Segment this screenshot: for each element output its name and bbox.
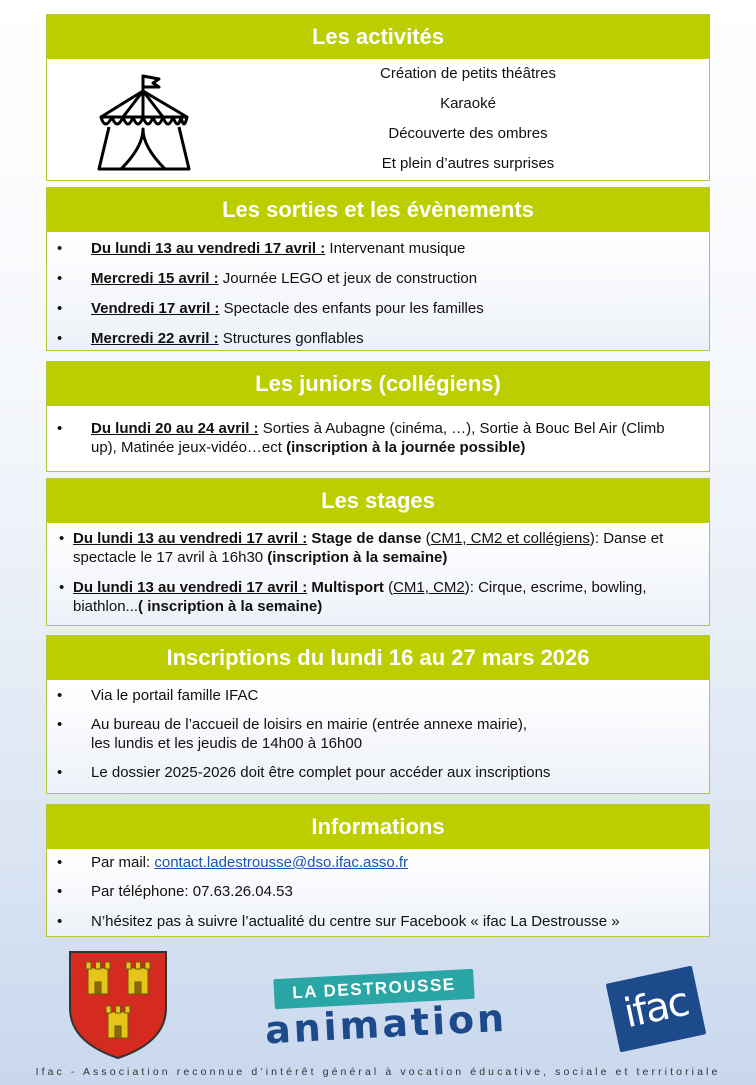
inscription-item: • Le dossier 2025-2026 doit être complet pour accéder aux inscriptions — [47, 763, 709, 782]
event-item: • Mercredi 22 avril : Structures gonflables — [47, 324, 709, 354]
informations-list — [47, 849, 709, 936]
stages-section — [46, 478, 710, 626]
activities-section — [46, 14, 710, 181]
inscriptions-title: Inscriptions du lundi 16 au 27 mars 2026 — [47, 636, 709, 680]
activity-item: Découverte des ombres — [388, 125, 548, 142]
juniors-title: Les juniors (collégiens) — [47, 362, 709, 406]
inscription-item: • Au bureau de l’accueil de loisirs en mairie (entrée annexe mairie), les lundis et les jeudis de 14h00 à 16h00 — [47, 715, 709, 753]
circus-tent-icon — [95, 73, 195, 173]
stage-item: • Du lundi 13 au vendredi 17 avril : Multisport (CM1, CM2): Cirque, escrime, bowling, biathlon...( inscription à la semaine) — [47, 578, 691, 616]
ifac-logo — [606, 966, 707, 1053]
inscriptions-section — [46, 635, 710, 794]
events-list — [47, 232, 709, 350]
activity-item: Et plein d’autres surprises — [381, 155, 555, 172]
footer-text: Ifac - Association reconnue d’intérêt général à vocation éducative, sociale et territoriale — [35, 1066, 721, 1078]
info-facebook: • N’hésitez pas à suivre l’actualité du centre sur Facebook « ifac La Destrousse » — [47, 907, 709, 936]
informations-title: Informations — [47, 805, 709, 849]
activity-item: Karaoké — [440, 95, 496, 112]
juniors-item: • Du lundi 20 au 24 avril : Sorties à Aubagne (cinéma, …), Sortie à Bouc Bel Air (Climb up), Matinée jeux-vidéo…ect (inscription à la journée possible) — [47, 419, 689, 457]
logos-row — [0, 948, 756, 1063]
stages-title: Les stages — [47, 479, 709, 523]
logo-animation-word: animation — [263, 995, 509, 1053]
stage-item: • Du lundi 13 au vendredi 17 avril : Stage de danse (CM1, CM2 et collégiens): Danse et spectacle le 17 avril à 16h30 (inscription à la semaine) — [47, 529, 691, 567]
informations-section — [46, 804, 710, 937]
info-phone: • Par téléphone: 07.63.26.04.53 — [47, 877, 709, 907]
mail-link[interactable]: contact.ladestrousse@dso.ifac.asso.fr — [154, 854, 409, 871]
juniors-section — [46, 361, 710, 472]
info-mail: • Par mail: contact.ladestrousse@dso.ifac.asso.fr — [47, 849, 709, 877]
la-destrousse-animation-logo — [252, 964, 520, 1054]
activities-body — [47, 59, 709, 180]
event-item: • Vendredi 17 avril : Spectacle des enfants pour les familles — [47, 294, 709, 324]
events-title: Les sorties et les évènements — [47, 188, 709, 232]
la-destrousse-coat-of-arms-icon — [68, 950, 168, 1060]
stages-list — [47, 523, 709, 625]
event-item: • Du lundi 13 au vendredi 17 avril : Intervenant musique — [47, 234, 709, 264]
event-item: • Mercredi 15 avril : Journée LEGO et jeux de construction — [47, 264, 709, 294]
activities-title: Les activités — [47, 15, 709, 59]
inscription-item: • Via le portail famille IFAC — [47, 686, 709, 705]
ifac-logo-text: ifac — [619, 978, 692, 1038]
activity-item: Création de petits théâtres — [380, 65, 556, 82]
inscriptions-list — [47, 680, 709, 793]
activities-list — [227, 59, 709, 179]
logo-banner: LA DESTROUSSE — [273, 969, 474, 1009]
juniors-list — [47, 406, 709, 457]
events-section — [46, 187, 710, 351]
